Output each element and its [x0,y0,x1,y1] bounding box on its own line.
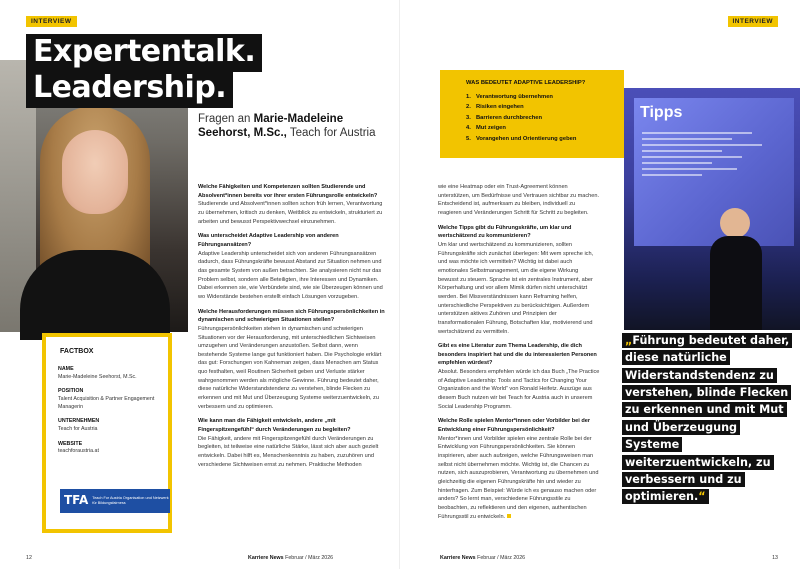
question: Welche Herausforderungen müssen sich Führungspersönlichkeiten in dynamischen und schwierigen Situationen stellen? [198,308,385,324]
adaptive-title: WAS BEDEUTET ADAPTIVE LEADERSHIP? [466,80,586,86]
list-item: 5. Vorangehen und Orientierung geben [466,135,577,142]
qa-block [438,183,600,218]
factbox-label: POSITION [58,388,84,395]
list-item: 1. Verantwortung übernehmen [466,94,553,100]
intro-name: Marie-Madeleine Seehorst, M.Sc., [198,113,344,140]
section-tag: INTERVIEW [728,16,779,27]
magazine-issue: Februar / März 2026 [285,555,334,561]
qa-block [198,417,386,469]
answer: Adaptive Leadership unterscheidet sich von anderen Führungsansätzen dadurch, dass Führungskräfte bewusst Abstand zur Situation nehmen und das gesamte System von außen betrachten. Sie analysieren nicht nur das Problem selbst, sondern alle Beteiligten, ihre Interessen und Dynamiken. Dabei erkennen sie, wie Verbündete sind, wie sie Überzeugen können und wo Widerstände bestehen erstellt einfach Lösungen vorzugeben. [198,250,383,300]
quote-text: Führung bedeutet daher, diese natürliche Widerstandstendenz zu verstehen, blinde Flecken zu erkennen und mit Mut und Überzeugung Systeme weiterzuentwickeln, zu verbessern und zu optimieren. [625,334,790,504]
qa-block [438,224,600,337]
adaptive-leadership-box [440,70,624,158]
website-link[interactable]: teachforaustria.at [58,448,99,455]
screen-title: Tipps [640,104,683,121]
tfa-logo [60,489,170,513]
page-number-left: 12 [26,555,32,561]
magazine-name: Karriere News [248,555,284,561]
tfa-logo-mark: TFA [64,493,89,508]
list-item: 4. Mut zeigen [466,125,506,132]
pull-quote [622,332,792,506]
magazine-name: Karriere News [440,555,476,561]
question: Was unterscheidet Adaptive Leadership von anderen Führungsansätzen? [198,233,339,248]
factbox-value: Talent Acquisition & Partner Engagement Managerin [58,396,155,410]
presentation-screen [634,98,794,246]
speaker-photo [624,88,800,330]
intro-suffix: Teach for Austria [286,127,376,140]
answer: Mentor*innen und Vorbilder spielen eine zentrale Rolle bei der Entwicklung von Führungspersönlichkeiten. Sie können inspirieren, aber auch aufzeigen, welche Führungsweisen man selbst nicht übernehmen möchte. Wichtig ist, die Chancen zu nutzen, sich auszuprobieren, Verantwortung zu übernehmen und gleichzeitig die eigenen Führungskräfte hin und wieder zu hinterfragen. Zum Beispiel: Würde ich es genauso machen oder anders? So lernt man, verschiedene Führungsstile zu beobachten, zu reflektieren und den eigenen, authentischen Führungsstil zu entwickeln. [438,435,599,520]
factbox-label: NAME [58,366,74,372]
question: Wie kann man die Fähigkeit entwickeln, andere „mit Fingerspitzengefühl“ durch Veränderungen zu begleiten? [198,418,351,434]
question: Welche Tipps gibt du Führungskräfte, um klar und wertschätzend zu kommunizieren? [438,224,572,240]
factbox-value: Teach for Austria [58,426,98,433]
qa-block [438,417,600,521]
list-item: 2. Risiken eingehen [466,104,524,111]
footer-right [440,555,525,561]
answer: Führungspersönlichkeiten stehen in dynamischen und schwierigen Situationen vor der Herausforderung, mit unterschiedlichen Sichtweisen umzugehen und Veränderungen anzustoßen. Selbst dann, wenn bestehende Systeme lange gut funktioniert haben. Die Psychologie erklärt das gut: Forschungen von Kahneman zeigen, dass Menschen am Status quo festhalten, weil Routinen Sicherheit geben und Verluste stärker wahrgenommen werden als mögliche Gewinne. Führung bedeutet daher, diese natürliche Widerstandstendenz zu verstehen, blinde Flecken zu erkennen und mit Mut und Überzeugung Systeme weiterzuentwickeln, zu verbessern und zu optimieren. [198,325,382,410]
tfa-logo-text: Teach For Austria Organisation und Netzwerk für Bildungsfairness [92,496,169,505]
list-item: 3. Barrieren durchbrechen [466,114,543,121]
intro-text [198,112,388,141]
qa-block [198,232,386,301]
factbox-title: FACTBOX [60,348,94,355]
question: Welche Rolle spielen Mentor*innen oder Vorbilder bei der Entwicklung einer Führungspersönlichkeit? [438,418,591,434]
answer: wie eine Heatmap oder ein Trust-Agreement können unterstützen, um Bedürfnisse und Vertrauen sichtbar zu machen. Entscheidend ist, aufmerksam zu bleiben, individuell zu reagieren und Veränderungen Schritt für Schritt zu begleiten. [438,184,600,216]
article-column-2 [438,183,600,527]
factbox [42,333,172,533]
factbox-value: Marie-Madeleine Seehorst, M.Sc. [58,373,137,380]
article-column-1 [198,183,386,475]
question: Gibt es eine Literatur zum Thema Leadership, die dich besonders inspiriert hat und die du interessierten Personen empfehlen würdest? [438,343,597,367]
quote-close-mark: “ [698,490,706,504]
answer: Um klar und wertschätzend zu kommunizieren, sollten Führungskräfte sich zunächst überlegen: Mit wem spreche ich, und was möchte ich vermitteln? Wichtig ist dabei auch emotionales Selbstmanagement, um die eigene Wirkung bewusst zu steuern. Sprache ist ein zentrales Instrument, aber Körperhaltung und vor allem Mimik dürfen nicht unterschätzt werden. Bei Missverständnissen kann Reframing helfen, unterschiedliche Perspektiven zu berücksichtigen. Außerdem unterstützen aktives Zuhören und Prinzipien der transformationalen Führung, Botschaften klar, motivierend und wertschätzend zu vermitteln. [438,241,594,335]
section-tag: INTERVIEW [26,16,77,27]
factbox-label: WEBSITE [58,440,83,447]
end-mark [507,514,511,518]
quote-open-mark: „ [625,334,633,347]
qa-block [198,308,386,412]
answer: Die Fähigkeit, andere mit Fingerspitzengefühl durch Veränderungen zu begleiten, ist teilweise eine natürliche Stärke, lässt sich aber auch gezielt entwickeln. Dabei hilft es, Menschenkenntnis zu haben, zuzuhören und verschiedene Sichtweisen ernst zu nehmen. Praktische Methoden [198,435,379,468]
magazine-issue: Februar / März 2026 [477,555,526,561]
factbox-label: UNTERNEHMEN [58,418,100,425]
answer: Studierende und Absolvent*innen sollten schon früh lernen, Verantwortung zu übernehmen, kritisch zu denken, Weitblick zu entwickeln, strukturiert zu arbeiten und bewusst Perspektivwechsel einzunehmen. [198,201,383,225]
qa-block [438,342,600,411]
intro-prefix: Fragen an [198,113,254,125]
headline-line2: Leadership. [26,70,233,108]
adaptive-list [466,92,612,144]
page-number-right: 13 [772,555,778,561]
question: Welche Fähigkeiten und Kompetenzen sollten Studierende und Absolvent*innen bereits vor ihrer ersten Führungsrolle entwickeln? [198,184,378,199]
answer: Absolut. Besonders empfehlen würde ich das Buch „The Practice of Adaptive Leadership: Tools and Tactics for Changing Your Organization and the World“ von Ronald Heifetz. Auszüge aus diesem Buch nutzen wir bei Teach for Austria auch in unserem Social Leadership Programm. [438,369,600,410]
qa-block [198,183,386,226]
footer-left [248,555,333,561]
headline-line1: Expertentalk. [26,34,262,72]
